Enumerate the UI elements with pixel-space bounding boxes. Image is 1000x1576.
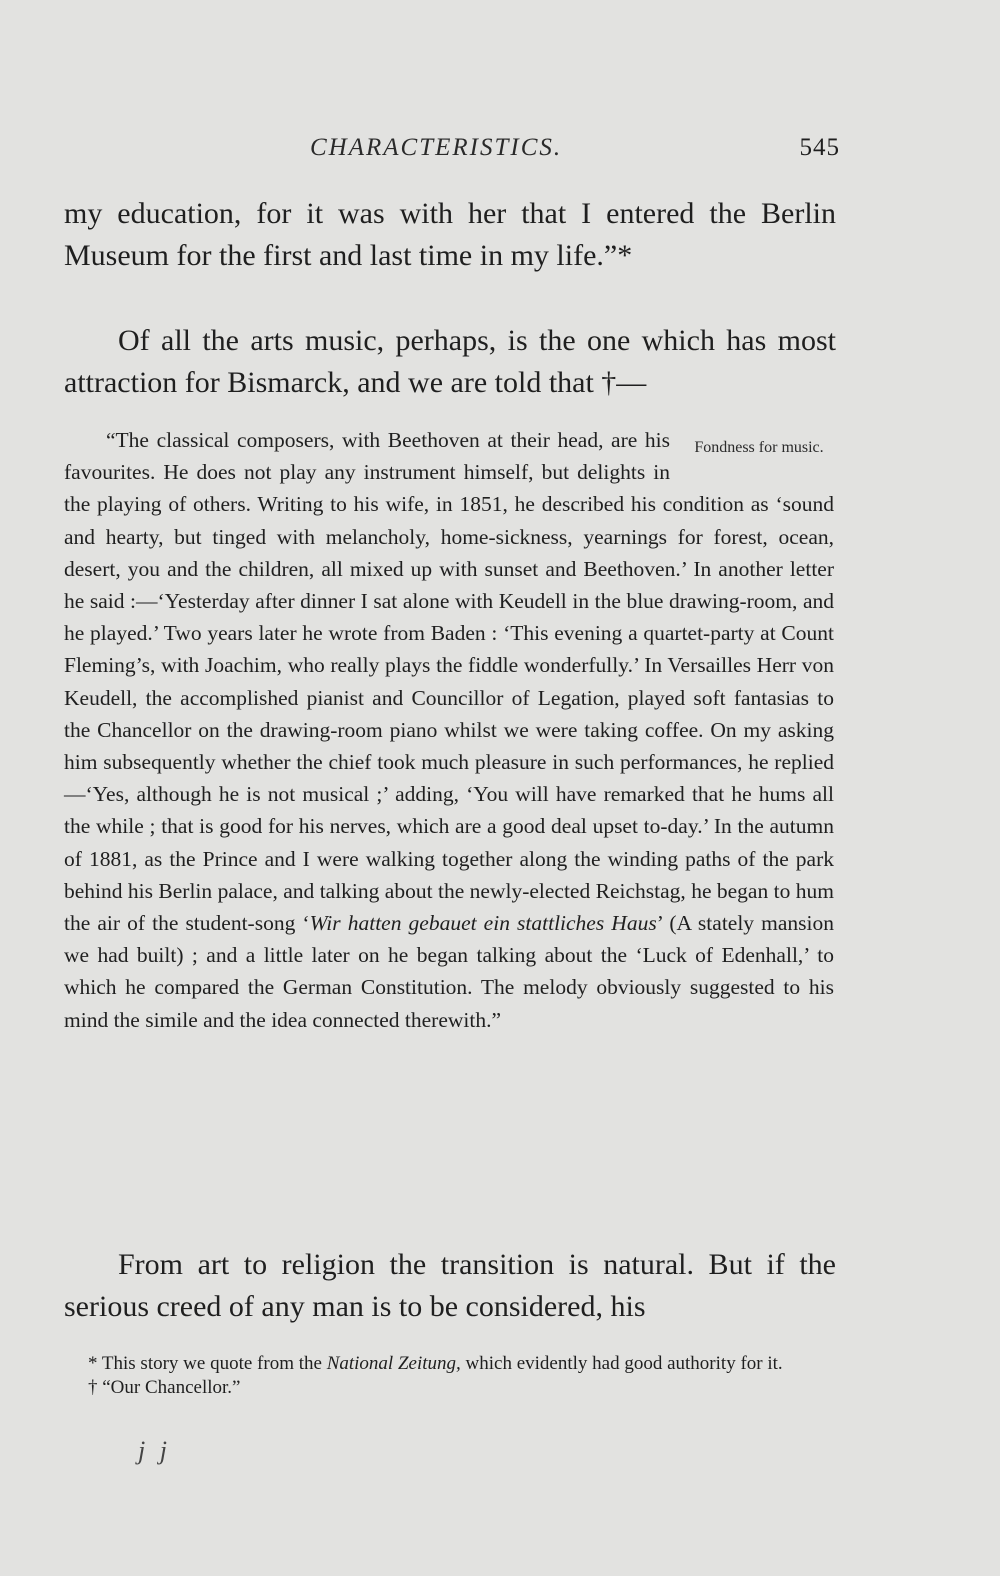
margin-note: Fondness for music. <box>694 439 824 456</box>
footnote-2: † “Our Chancellor.” <box>88 1377 241 1398</box>
quote-text-part1: “The classical composers, with Beethoven at their head, are his favourites. He does not play any instrument himself, but delights in the playing of others. Writing to his wife, in 1851, he described his condition as ‘sound and hearty, but tinged with melancholy, home-sickness, yearnings for forest, ocean, desert, you and the children, all mixed up with sunset and Beethoven.’ In another letter he said :—‘Yesterday after dinner I sat alone with Keudell in the blue drawing-room, and he played.’ Two years later he wrote from Baden : ‘This evening a quartet-party at Count Fleming’s, with Joachim, who really plays the fiddle wonderfully.’ In Versailles Herr von Keudell, the accomplished pianist and Councillor of Legation, played soft fantasias to the Chancellor on the drawing-room piano whilst we were taking coffee. On my asking him subsequently whether the chief took much pleasure in such performances, he replied—‘Yes, although he is not musical ;’ adding, ‘You will have remarked that he hums all the while ; that is good for his nerves, which are a good deal upset to-day.’ In the autumn of 1881, as the Prince and I were walking together along the winding paths of the park behind his Berlin palace, and talking about the newly-elected Reichstag, he began to hum the air of the student-song ‘ <box>64 428 834 936</box>
footnote-1-text-end: which evidently had good authority for it. <box>460 1353 783 1374</box>
page-header <box>60 134 840 170</box>
page-number: 545 <box>799 134 840 161</box>
paragraph-music <box>64 320 836 404</box>
block-quote <box>64 424 834 1036</box>
footnote-1 <box>64 1352 824 1376</box>
quote-text-part2: ’ (A stately mansion we had built) ; and a little later on he began talking about the ‘Luck of Edenhall,’ to which he compared the German Constitution. The melody obviously suggested to his mind the simile and the idea connected therewith.” <box>64 911 834 1032</box>
song-title: Wir hatten gebauet ein stattliches Haus <box>309 911 657 936</box>
footnote-1-source: National Zeitung, <box>326 1353 461 1374</box>
paragraph-religion <box>64 1244 836 1328</box>
signature-mark: j j <box>138 1436 171 1465</box>
paragraph-music-text: Of all the arts music, perhaps, is the one which has most attraction for Bismarck, and we are told that †— <box>64 324 836 399</box>
paragraph-religion-text: From art to religion the transition is natural. But if the serious creed of any man is to be considered, his <box>64 1248 836 1323</box>
footnote-1-text: * This story we quote from the <box>88 1353 327 1374</box>
footnotes <box>64 1352 824 1400</box>
running-head: CHARACTERISTICS. <box>310 134 563 161</box>
paragraph-continued: my education, for it was with her that I entered the Berlin Museum for the first and last time in my life.”* <box>64 197 836 272</box>
